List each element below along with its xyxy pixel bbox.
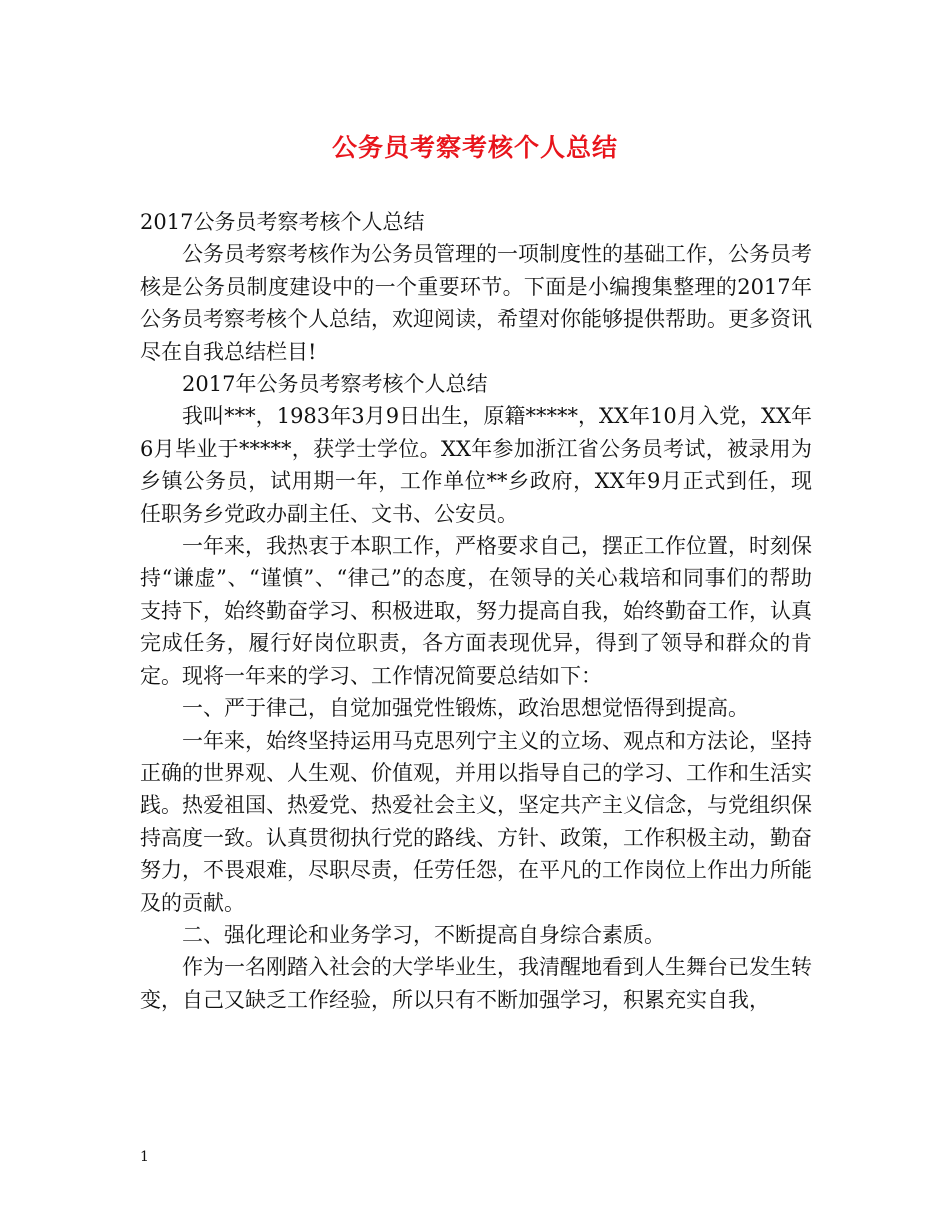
- paragraph-personal-info: 我叫***，1983年3月9日出生，原籍*****，XX年10月入党，XX年6月毕业于*****，获学士学位。XX年参加浙江省公务员考试，被录用为乡镇公务员，试用期一年，工作单位**乡政府，XX年9月正式到任，现任职务乡党政办副主任、文书、公安员。: [140, 404, 812, 526]
- paragraph-overview: 一年来，我热衷于本职工作，严格要求自己，摆正工作位置，时刻保持“谦虚”、“谨慎”、“律己”的态度，在领导的关心栽培和同事们的帮助支持下，始终勤奋学习、积极进取，努力提高自我，始终勤奋工作，认真完成任务，履行好岗位职责，各方面表现优异，得到了领导和群众的肯定。现将一年来的学习、工作情况简要总结如下：: [140, 534, 812, 688]
- paragraph-section-two: 作为一名刚踏入社会的大学毕业生，我清醒地看到人生舞台已发生转变，自己又缺乏工作经验，所以只有不断加强学习，积累充实自我，: [140, 955, 812, 1012]
- document-body: [140, 206, 812, 1016]
- section-heading-two: 二、强化理论和业务学习，不断提高自身综合素质。: [182, 922, 665, 947]
- page-number: 1: [140, 1149, 149, 1165]
- document-title: 公务员考察考核个人总结: [331, 133, 618, 162]
- paragraph-section-one: 一年来，始终坚持运用马克思列宁主义的立场、观点和方法论，坚持正确的世界观、人生观、价值观，并用以指导自己的学习、工作和生活实践。热爱祖国、热爱党、热爱社会主义，坚定共产主义信念，与党组织保持高度一致。认真贯彻执行党的路线、方针、政策，工作积极主动，勤奋努力，不畏艰难，尽职尽责，任劳任怨，在平凡的工作岗位上作出力所能及的贡献。: [140, 728, 812, 915]
- paragraph-heading: 2017年公务员考察考核个人总结: [182, 372, 488, 397]
- section-heading-one: 一、严于律己，自觉加强党性锻炼，政治思想觉悟得到提高。: [182, 696, 749, 721]
- paragraph-intro: 公务员考察考核作为公务员管理的一项制度性的基础工作，公务员考核是公务员制度建设中的一个重要环节。下面是小编搜集整理的2017年公务员考察考核个人总结，欢迎阅读，希望对你能够提供帮助。更多资讯尽在自我总结栏目!: [140, 242, 812, 364]
- paragraph-subtitle: 2017公务员考察考核个人总结: [140, 210, 425, 234]
